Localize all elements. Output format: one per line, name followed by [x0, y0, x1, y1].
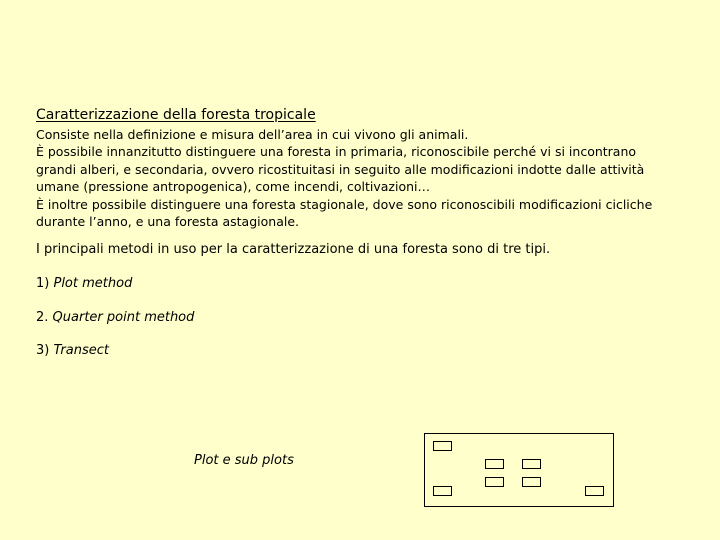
method-number: 1)	[36, 276, 50, 291]
paragraph-line: grandi alberi, e secondaria, ovvero ricostituitasi in seguito alle modificazioni indotte dalle attività	[36, 161, 645, 177]
subplot-rect	[522, 459, 541, 469]
method-item-quarter-point	[36, 310, 194, 325]
subplot-rect	[433, 486, 452, 496]
method-item-plot	[36, 276, 132, 291]
method-number: 3)	[36, 343, 50, 358]
plot-diagram	[424, 433, 614, 507]
paragraph-line: È possibile innanzitutto distinguere una foresta in primaria, riconoscibile perché vi si incontrano	[36, 144, 637, 160]
methods-intro: I principali metodi in uso per la caratterizzazione di una foresta sono di tre tipi.	[36, 242, 551, 257]
method-name: Plot method	[53, 276, 133, 291]
subplot-rect	[485, 477, 504, 487]
paragraph-line: Consiste nella definizione e misura dell’area in cui vivono gli animali.	[36, 127, 469, 142]
section-title: Caratterizzazione della foresta tropicale	[36, 107, 316, 123]
subplot-rect	[433, 441, 452, 451]
method-name: Transect	[53, 343, 109, 358]
description-paragraph	[36, 126, 696, 230]
subplot-rect	[485, 459, 504, 469]
method-number: 2.	[36, 310, 49, 325]
paragraph-line: umane (pressione antropogenica), come incendi, coltivazioni…	[36, 179, 430, 195]
paragraph-line: durante l’anno, e una foresta astagionale.	[36, 214, 299, 230]
subplot-rect	[522, 477, 541, 487]
method-item-transect	[36, 343, 109, 358]
diagram-caption: Plot e sub plots	[194, 453, 294, 468]
method-name: Quarter point method	[52, 310, 195, 325]
paragraph-line: È inoltre possibile distinguere una foresta stagionale, dove sono riconoscibili modificazioni cicliche	[36, 196, 653, 212]
subplot-rect	[585, 486, 604, 496]
